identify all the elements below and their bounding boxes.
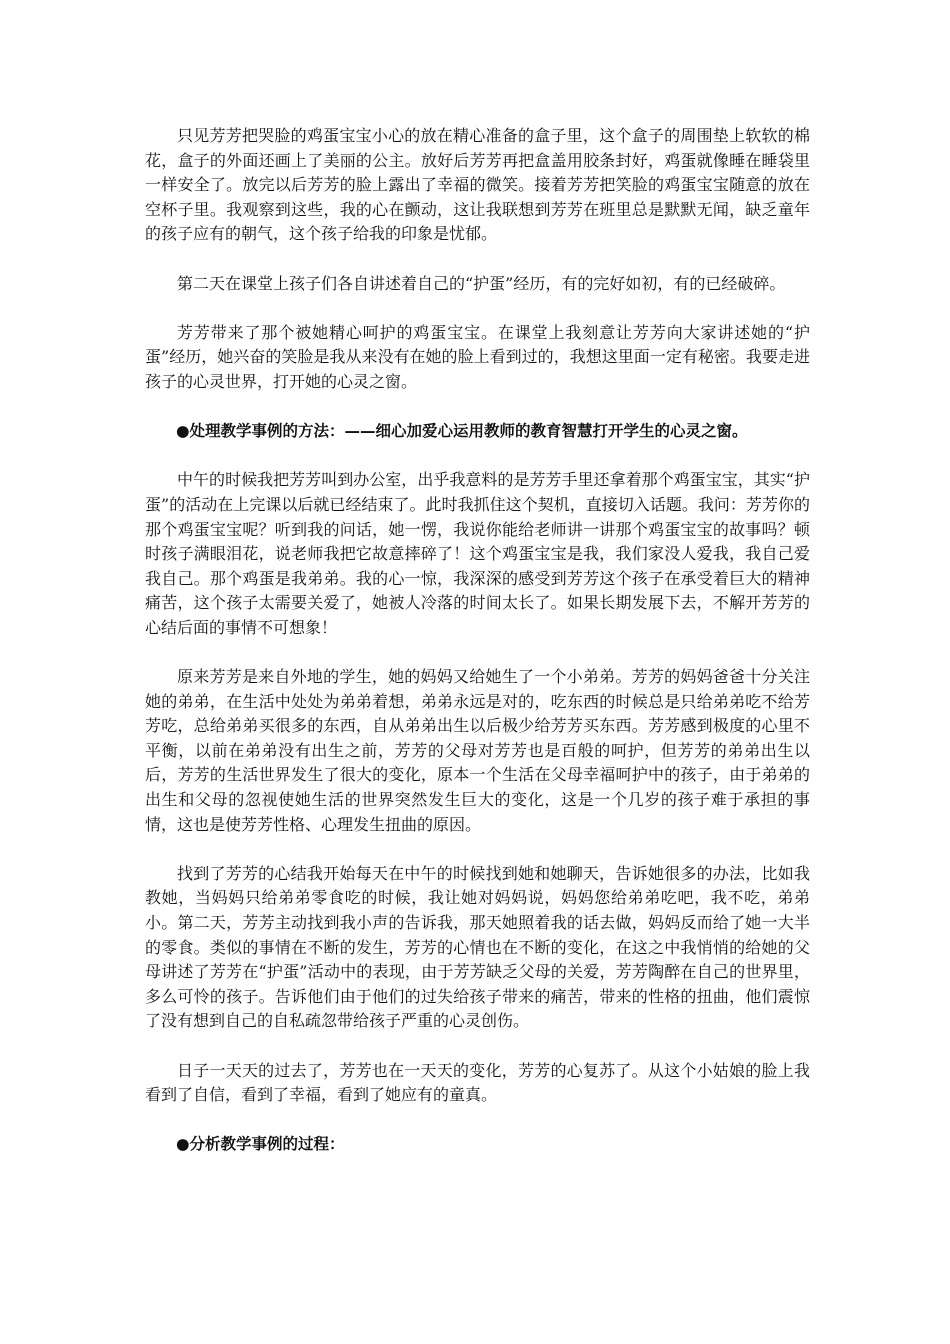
paragraph-fangfang-story: 芳芳带来了那个被她精心呵护的鸡蛋宝宝。在课堂上我刻意让芳芳向大家讲述她的“护蛋”经历，她兴奋的笑脸是我从来没有在她的脸上看到过的，我想这里面一定有秘密。我要走进孩子的心灵世界，打开她的心灵之窗。 bbox=[145, 322, 810, 391]
paragraph-office-talk: 中午的时候我把芳芳叫到办公室，出乎我意料的是芳芳手里还拿着那个鸡蛋宝宝，其实“护蛋”的活动在上完课以后就已经结束了。此时我抓住这个契机，直接切入话题。我问：芳芳你的那个鸡蛋宝宝呢？听到我的问话，她一愣，我说你能给老师讲一讲那个鸡蛋宝宝的故事吗？顿时孩子满眼泪花，说老师我把它故意摔碎了！这个鸡蛋宝宝是我，我们家没人爱我，我自己爱我自己。那个鸡蛋是我弟弟。我的心一惊，我深深的感受到芳芳这个孩子在承受着巨大的精神痛苦，这个孩子太需要关爱了，她被人冷落的时间太长了。如果长期发展下去，不解开芳芳的心结后面的事情不可想象！ bbox=[145, 470, 810, 637]
paragraph-daily-talks: 找到了芳芳的心结我开始每天在中午的时候找到她和她聊天，告诉她很多的办法，比如我教她，当妈妈只给弟弟零食吃的时候，我让她对妈妈说，妈妈您给弟弟吃吧，我不吃，弟弟小。第二天，芳芳主动找到我小声的告诉我，那天她照着我的话去做，妈妈反而给了她一大半的零食。类似的事情在不断的发生，芳芳的心情也在不断的变化，在这之中我悄悄的给她的父母讲述了芳芳在“护蛋”活动中的表现，由于芳芳缺乏父母的关爱，芳芳陶醉在自己的世界里，多么可怜的孩子。告诉他们由于他们的过失给孩子带来的痛苦，带来的性格的扭曲，他们震惊了没有想到自己的自私疏忽带给孩子严重的心灵创伤。 bbox=[145, 863, 810, 1031]
paragraph-recovery: 日子一天天的过去了，芳芳也在一天天的变化，芳芳的心复苏了。从这个小姑娘的脸上我看到了自信，看到了幸福，看到了她应有的童真。 bbox=[145, 1060, 810, 1105]
section-heading-method: ●处理教学事例的方法：——细心加爱心运用教师的教育智慧打开学生的心灵之窗。 bbox=[176, 422, 748, 441]
paragraph-next-day: 第二天在课堂上孩子们各自讲述着自己的“护蛋”经历，有的完好如初，有的已经破碎。 bbox=[177, 273, 786, 293]
section-heading-analysis: ●分析教学事例的过程： bbox=[176, 1135, 345, 1154]
document-body bbox=[145, 124, 810, 1182]
paragraph-background: 原来芳芳是来自外地的学生，她的妈妈又给她生了一个小弟弟。芳芳的妈妈爸爸十分关注她的弟弟，在生活中处处为弟弟着想，弟弟永远是对的，吃东西的时候总是只给弟弟吃不给芳芳吃，总给弟弟买很多的东西，自从弟弟出生以后极少给芳芳买东西。芳芳感到极度的心里不平衡，以前在弟弟没有出生之前，芳芳的父母对芳芳也是百般的呵护，但芳芳的弟弟出生以后，芳芳的生活世界发生了很大的变化，原本一个生活在父母幸福呵护中的孩子，由于弟弟的出生和父母的忽视使她生活的世界突然发生巨大的变化，这是一个几岁的孩子难于承担的事情，这也是使芳芳性格、心理发生扭曲的原因。 bbox=[145, 667, 810, 834]
paragraph-egg-box: 只见芳芳把哭脸的鸡蛋宝宝小心的放在精心准备的盒子里，这个盒子的周围垫上软软的棉花，盒子的外面还画上了美丽的公主。放好后芳芳再把盒盖用胶条封好，鸡蛋就像睡在睡袋里一样安全了。放完以后芳芳的脸上露出了幸福的微笑。接着芳芳把笑脸的鸡蛋宝宝随意的放在空杯子里。我观察到这些，我的心在颤动，这让我联想到芳芳在班里总是默默无闻，缺乏童年的孩子应有的朝气，这个孩子给我的印象是忧郁。 bbox=[145, 126, 810, 244]
